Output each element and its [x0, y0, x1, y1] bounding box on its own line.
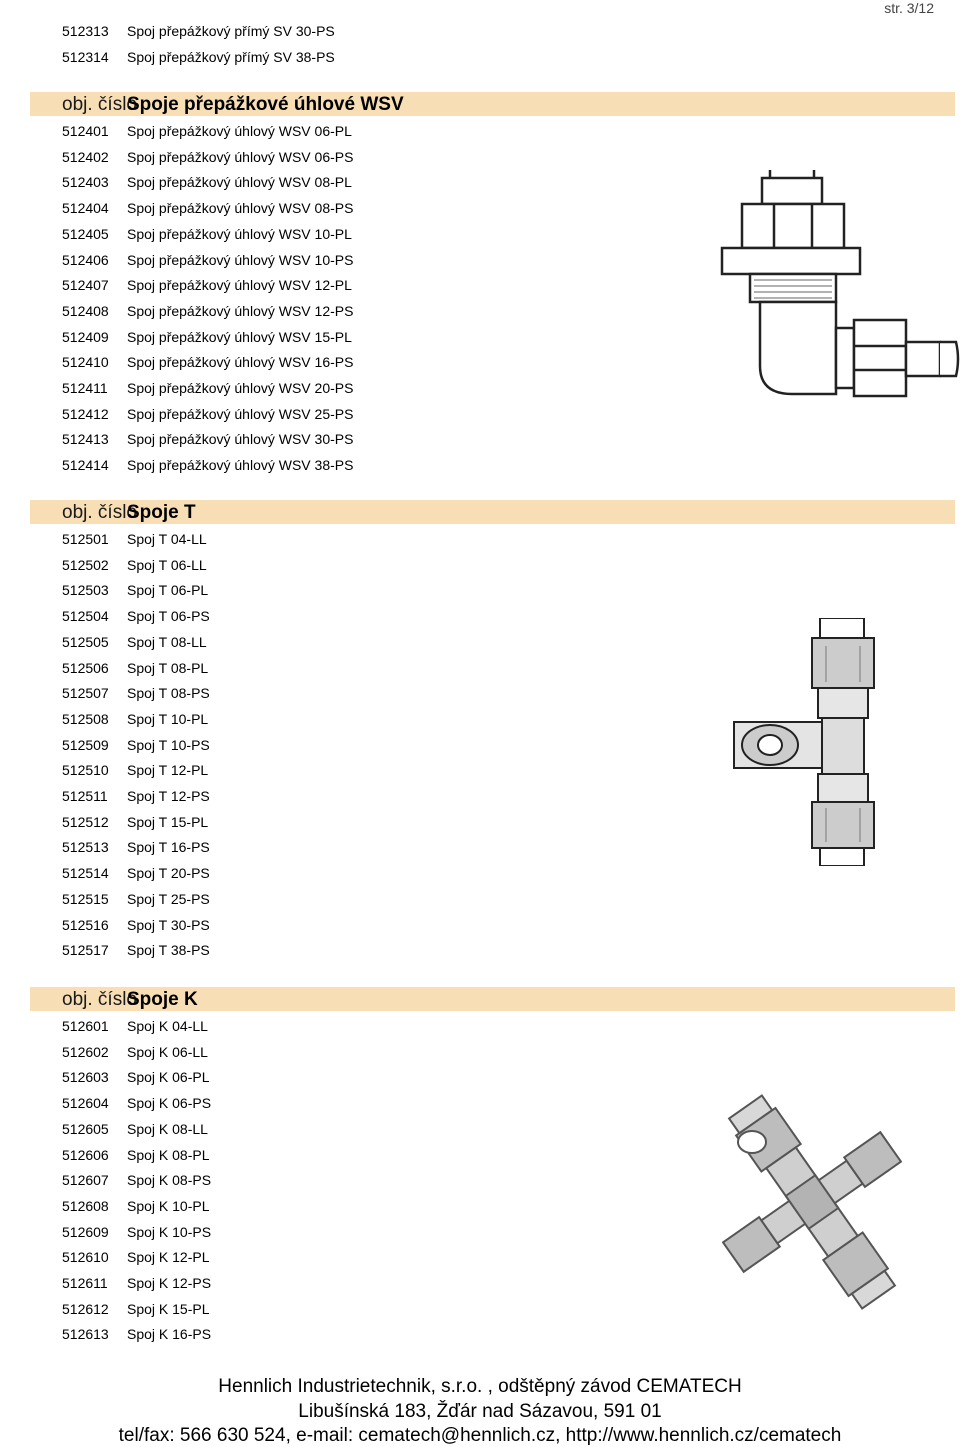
item-name: Spoj přepážkový úhlový WSV 16-PS — [127, 354, 354, 371]
item-code: 512609 — [62, 1223, 109, 1240]
item-name: Spoj přepážkový přímý SV 38-PS — [127, 49, 335, 65]
item-name: Spoj přepážkový přímý SV 30-PS — [127, 23, 335, 39]
item-code: 512512 — [62, 813, 109, 830]
item-name: Spoj K 08-PL — [127, 1146, 210, 1163]
item-name: Spoj K 06-LL — [127, 1043, 208, 1060]
footer-address: Libušínská 183, Žďár nad Sázavou, 591 01 — [298, 1401, 662, 1422]
section-title: Spoje K — [127, 989, 198, 1010]
item-code: 512517 — [62, 942, 109, 959]
item-code: 512612 — [62, 1300, 109, 1317]
item-name: Spoj K 12-PL — [127, 1249, 210, 1266]
item-code: 512605 — [62, 1120, 109, 1137]
section-header — [30, 92, 955, 116]
item-code: 512610 — [62, 1249, 109, 1266]
item-name: Spoj T 38-PS — [127, 942, 210, 959]
item-code: 512510 — [62, 762, 109, 779]
item-name: Spoj K 08-PS — [127, 1172, 212, 1189]
item-code: 512313 — [62, 23, 109, 39]
item-code: 512501 — [62, 531, 109, 547]
item-name: Spoj přepážkový úhlový WSV 10-PS — [127, 251, 354, 268]
item-code: 512603 — [62, 1069, 109, 1086]
item-code: 512314 — [62, 49, 109, 65]
item-name: Spoj K 10-PS — [127, 1223, 212, 1240]
item-name: Spoj přepážkový úhlový WSV 08-PS — [127, 200, 354, 217]
item-code: 512414 — [62, 457, 109, 474]
item-name: Spoj přepážkový úhlový WSV 25-PS — [127, 405, 354, 422]
footer-company: Hennlich Industrietechnik, s.r.o. , odštěpný závod CEMATECH — [218, 1376, 742, 1397]
item-code: 512402 — [62, 148, 109, 165]
item-name: Spoj přepážkový úhlový WSV 38-PS — [127, 457, 354, 474]
item-name: Spoj K 06-PL — [127, 1069, 210, 1086]
item-code: 512601 — [62, 1018, 109, 1034]
item-code: 512613 — [62, 1326, 109, 1343]
item-name: Spoj přepážkový úhlový WSV 08-PL — [127, 174, 352, 191]
item-code: 512516 — [62, 916, 109, 933]
item-code: 512507 — [62, 685, 109, 702]
item-code: 512515 — [62, 890, 109, 907]
tee-fitting-illustration — [730, 618, 900, 866]
item-name: Spoj T 04-LL — [127, 531, 207, 547]
item-name: Spoj T 12-PS — [127, 788, 210, 804]
item-name: Spoj T 16-PS — [127, 839, 210, 856]
item-code: 512513 — [62, 839, 109, 856]
item-name: Spoj přepážkový úhlový WSV 20-PS — [127, 380, 354, 396]
item-name: Spoj T 20-PS — [127, 865, 210, 882]
column-label: obj. číslo — [62, 989, 137, 1010]
item-code: 512413 — [62, 431, 109, 448]
item-name: Spoj T 30-PS — [127, 916, 210, 933]
item-name: Spoj přepážkový úhlový WSV 06-PL — [127, 123, 352, 139]
item-name: Spoj přepážkový úhlový WSV 15-PL — [127, 328, 352, 345]
item-name: Spoj přepážkový úhlový WSV 06-PS — [127, 148, 354, 165]
item-code: 512604 — [62, 1095, 109, 1112]
item-code: 512509 — [62, 736, 109, 753]
section-header — [30, 987, 955, 1011]
item-name: Spoj K 16-PS — [127, 1326, 212, 1343]
item-name: Spoj přepážkový úhlový WSV 30-PS — [127, 431, 354, 448]
elbow-bulkhead-fitting-illustration — [720, 170, 960, 400]
item-code: 512508 — [62, 710, 109, 727]
section-header — [30, 500, 955, 524]
item-name: Spoj T 06-PS — [127, 608, 210, 625]
item-code: 512412 — [62, 405, 109, 422]
item-code: 512607 — [62, 1172, 109, 1189]
cross-fitting-illustration — [722, 1082, 902, 1322]
item-name: Spoj K 04-LL — [127, 1018, 208, 1034]
item-code: 512409 — [62, 328, 109, 345]
item-name: Spoj T 08-PL — [127, 659, 209, 676]
item-code: 512504 — [62, 608, 109, 625]
item-code: 512407 — [62, 277, 109, 294]
item-name: Spoj T 06-LL — [127, 556, 207, 573]
item-name: Spoj T 06-PL — [127, 582, 209, 599]
item-name: Spoj T 10-PS — [127, 736, 210, 753]
column-label: obj. číslo — [62, 502, 137, 523]
item-name: Spoj T 08-PS — [127, 685, 210, 702]
item-code: 512406 — [62, 251, 109, 268]
item-code: 512408 — [62, 302, 109, 319]
item-code: 512403 — [62, 174, 109, 191]
item-code: 512608 — [62, 1197, 109, 1214]
item-code: 512506 — [62, 659, 109, 676]
item-code: 512511 — [62, 788, 108, 804]
item-code: 512606 — [62, 1146, 109, 1163]
item-code: 512405 — [62, 225, 109, 242]
item-name: Spoj K 08-LL — [127, 1120, 208, 1137]
item-name: Spoj T 12-PL — [127, 762, 209, 779]
item-code: 512410 — [62, 354, 109, 371]
footer-contact: tel/fax: 566 630 524, e-mail: cematech@hennlich.cz, http://www.hennlich.cz/cematech — [118, 1425, 842, 1446]
item-code: 512401 — [62, 123, 109, 139]
item-name: Spoj přepážkový úhlový WSV 12-PL — [127, 277, 352, 294]
item-code: 512514 — [62, 865, 109, 882]
item-name: Spoj T 08-LL — [127, 633, 207, 650]
item-name: Spoj T 15-PL — [127, 813, 209, 830]
item-code: 512404 — [62, 200, 109, 217]
item-code: 512502 — [62, 556, 109, 573]
item-name: Spoj K 15-PL — [127, 1300, 210, 1317]
item-name: Spoj přepážkový úhlový WSV 10-PL — [127, 225, 352, 242]
column-label: obj. číslo — [62, 94, 137, 115]
section-title: Spoje T — [127, 502, 196, 523]
item-name: Spoj K 10-PL — [127, 1197, 210, 1214]
item-code: 512411 — [62, 380, 108, 396]
item-name: Spoj K 12-PS — [127, 1275, 212, 1291]
section-title: Spoje přepážkové úhlové WSV — [127, 94, 404, 115]
item-name: Spoj T 10-PL — [127, 710, 209, 727]
item-name: Spoj přepážkový úhlový WSV 12-PS — [127, 302, 354, 319]
item-code: 512602 — [62, 1043, 109, 1060]
page-number: str. 3/12 — [884, 0, 934, 16]
item-code: 512611 — [62, 1275, 108, 1291]
item-name: Spoj K 06-PS — [127, 1095, 212, 1112]
item-name: Spoj T 25-PS — [127, 890, 210, 907]
item-code: 512505 — [62, 633, 109, 650]
item-code: 512503 — [62, 582, 109, 599]
